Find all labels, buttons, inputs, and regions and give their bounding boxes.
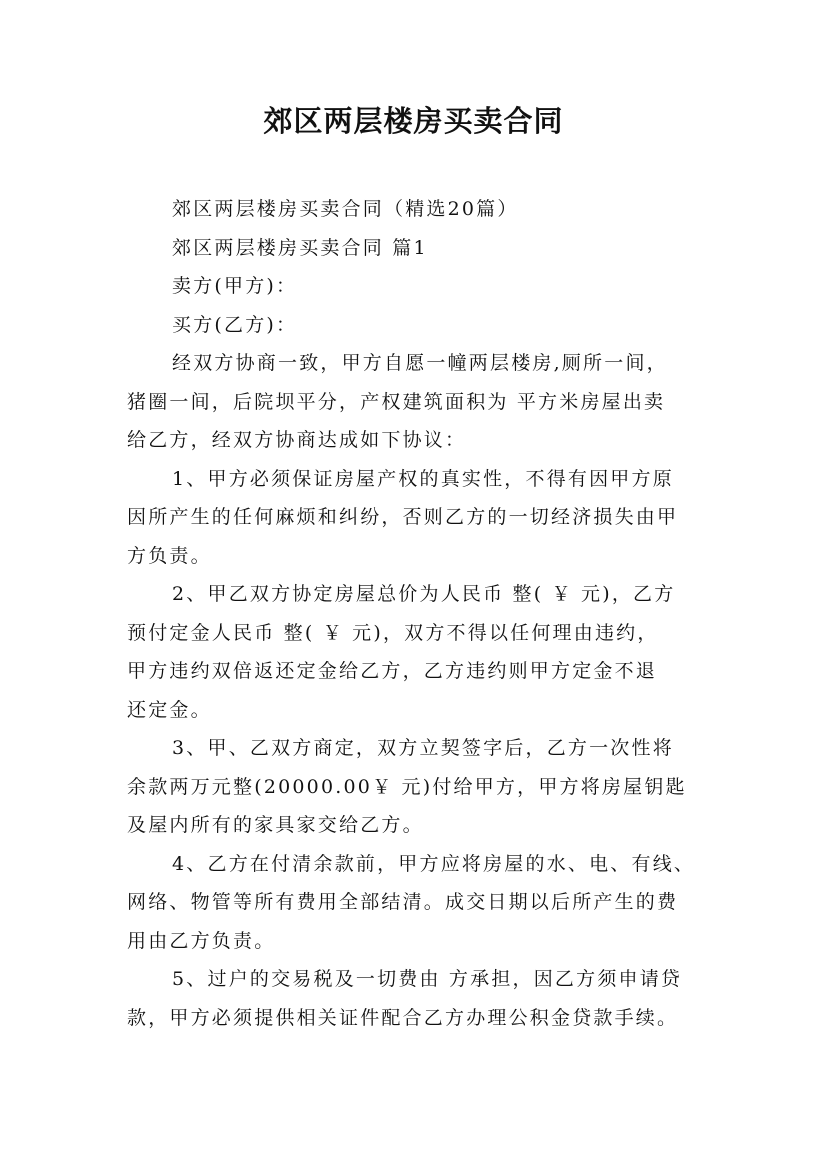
text-line: 郊区两层楼房买卖合同 篇1 bbox=[172, 236, 428, 259]
text-line: 给乙方，经双方协商达成如下协议： bbox=[127, 429, 467, 451]
text-line: 款，甲方必须提供相关证件配合乙方办理公积金贷款手续。 bbox=[127, 1006, 679, 1029]
text-line: 方负责。 bbox=[127, 544, 212, 567]
text-line: 用由乙方负责。 bbox=[127, 929, 276, 952]
text-line: 5、过户的交易税及一切费由 方承担，因乙方须申请贷 bbox=[172, 968, 683, 990]
paragraph-clause-2 bbox=[127, 575, 717, 729]
paragraph-clause-3 bbox=[127, 729, 717, 845]
paragraph-clause-5 bbox=[127, 960, 717, 1037]
text-line: 余款两万元整(20000.00￥ 元)付给甲方，甲方将房屋钥匙 bbox=[127, 775, 687, 798]
text-line: 网络、物管等所有费用全部结清。成交日期以后所产生的费 bbox=[127, 891, 679, 913]
text-line: 甲方违约双倍返还定金给乙方，乙方违约则甲方定金不退 bbox=[127, 660, 658, 682]
text-line: 4、乙方在付清余款前，甲方应将房屋的水、电、有线、 bbox=[172, 852, 696, 875]
text-line: 及屋内所有的家具家交给乙方。 bbox=[127, 814, 424, 836]
text-line: 卖方(甲方)： bbox=[172, 275, 298, 297]
text-line: 猪圈一间，后院坝平分，产权建筑面积为 平方米房屋出卖 bbox=[127, 390, 666, 413]
text-line: 买方(乙方)： bbox=[172, 313, 298, 336]
document-body bbox=[127, 190, 717, 1037]
paragraph-buyer bbox=[127, 306, 717, 345]
paragraph-section-heading bbox=[127, 229, 717, 268]
paragraph-clause-1 bbox=[127, 460, 717, 576]
text-line: 2、甲乙双方协定房屋总价为人民币 整( ￥ 元)，乙方 bbox=[172, 583, 676, 605]
text-line: 还定金。 bbox=[127, 698, 212, 721]
text-line: 预付定金人民币 整( ￥ 元)，双方不得以任何理由违约， bbox=[127, 621, 659, 644]
text-line: 1、甲方必须保证房屋产权的真实性，不得有因甲方原 bbox=[172, 467, 674, 490]
paragraph-intro bbox=[127, 344, 717, 460]
document-title: 郊区两层楼房买卖合同 bbox=[263, 104, 564, 138]
paragraph-clause-4 bbox=[127, 845, 717, 961]
text-line: 因所产生的任何麻烦和纠纷，否则乙方的一切经济损失由甲 bbox=[127, 506, 679, 528]
text-line: 经双方协商一致，甲方自愿一幢两层楼房,厕所一间， bbox=[172, 352, 668, 374]
paragraph-subtitle bbox=[127, 190, 717, 229]
text-line: 3、甲、乙双方商定，双方立契签字后，乙方一次性将 bbox=[172, 737, 674, 759]
paragraph-seller bbox=[127, 267, 717, 306]
text-line: 郊区两层楼房买卖合同（精选20篇） bbox=[172, 198, 519, 220]
